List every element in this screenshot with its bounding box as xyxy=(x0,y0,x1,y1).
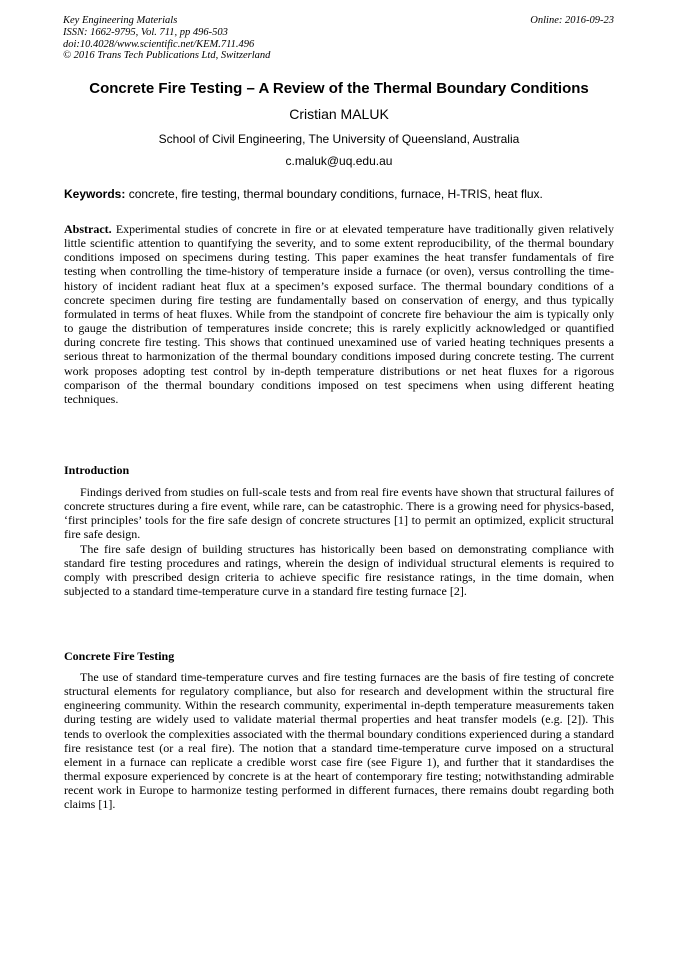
keywords-label: Keywords: xyxy=(64,187,126,201)
introduction-paragraph: Findings derived from studies on full-scale tests and from real fire events have shown that structural failures of concrete structures during a fire event, while rare, can be catastrophic. There is a growing need for physics-based, ‘first principles’ tools for the fire safe design of concrete structures [1] to permit an optimized, explicit structural fire safe design. xyxy=(64,485,614,542)
paper-title: Concrete Fire Testing – A Review of the Thermal Boundary Conditions xyxy=(89,80,589,97)
journal-name: Key Engineering Materials xyxy=(63,15,178,26)
abstract xyxy=(64,222,614,406)
introduction-paragraph: The fire safe design of building structures has historically been based on demonstrating compliance with standard fire testing procedures and ratings, wherein the design of individual structural elements is required to comply with prescribed design criteria to achieve specific fire resistance ratings, in the time domain, when subjected to a standard time-temperature curve in a standard fire testing furnace [2]. xyxy=(64,541,614,599)
abstract-text: Experimental studies of concrete in fire or at elevated temperature have traditionally given relatively little scientific attention to quantifying the severity, and to some extent reproducibility, of the thermal boundary conditions imposed on specimens during testing. This paper examines the heat transfer fundamentals of fire testing when controlling the time-history of temperature inside a furnace (or oven), versus controlling the time-history of incident radiant heat flux at a specimen’s exposed surface. The thermal boundary conditions of a concrete specimen during fire testing are fundamentally based on conservation of energy, and thus typically formulated in terms of heat fluxes. While from the standpoint of concrete fire behaviour the aim is typically only to gauge the distribution of temperatures inside concrete; this is rarely explicitly acknowledged or quantified during concrete fire testing. This shows that continued unexamined use of varied heating techniques presents a serious threat to harmonization of the thermal boundary conditions imposed during concrete testing. The current work proposes adopting test control by in-depth temperature distributions or net heat fluxes for a rigorous comparison of the thermal boundary conditions imposed on test specimens when using different heating techniques. xyxy=(64,222,614,406)
journal-header xyxy=(63,15,423,62)
introduction-heading: Introduction xyxy=(64,463,130,477)
concrete-fire-testing-paragraph: The use of standard time-temperature curves and fire testing furnaces are the basis of fire testing of concrete structural elements for regulatory compliance, but also for research and development within the structural fire engineering community. Within the research community, experimental in-depth temperature measurements taken during testing are widely used to validate material thermal properties and heat transfer models (e.g. [2]). This tends to overlook the complexities associated with the thermal boundary conditions experienced during a standard fire resistance test (or a real fire). The notion that a standard time-temperature curve imposed on a structural element in a furnace can replicate a credible worst case fire (see Figure 1), and further that it standardises the thermal exposure experienced by concrete is at the heart of contemporary fire testing; notwithstanding admirable recent work in Europe to harmonize testing performed in different furnaces, there remains doubt regarding both claims [1]. xyxy=(64,670,614,812)
concrete-fire-testing-body xyxy=(64,670,614,812)
issn-line: ISSN: 1662-9795, Vol. 711, pp 496-503 xyxy=(63,26,228,38)
author-name: Cristian MALUK xyxy=(289,106,389,122)
concrete-fire-testing-heading: Concrete Fire Testing xyxy=(64,649,175,663)
online-date: Online: 2016-09-23 xyxy=(530,15,614,26)
doi-line: doi:10.4028/www.scientific.net/KEM.711.496 xyxy=(63,38,255,50)
introduction-body xyxy=(64,485,614,598)
keywords-text: concrete, fire testing, thermal boundary conditions, furnace, H-TRIS, heat flux. xyxy=(125,187,543,201)
author-affiliation: School of Civil Engineering, The University of Queensland, Australia xyxy=(158,132,520,146)
author-email: c.maluk@uq.edu.au xyxy=(285,154,393,168)
keywords xyxy=(64,186,624,202)
abstract-label: Abstract. xyxy=(64,222,112,236)
copyright-line: © 2016 Trans Tech Publications Ltd, Switzerland xyxy=(63,50,271,62)
